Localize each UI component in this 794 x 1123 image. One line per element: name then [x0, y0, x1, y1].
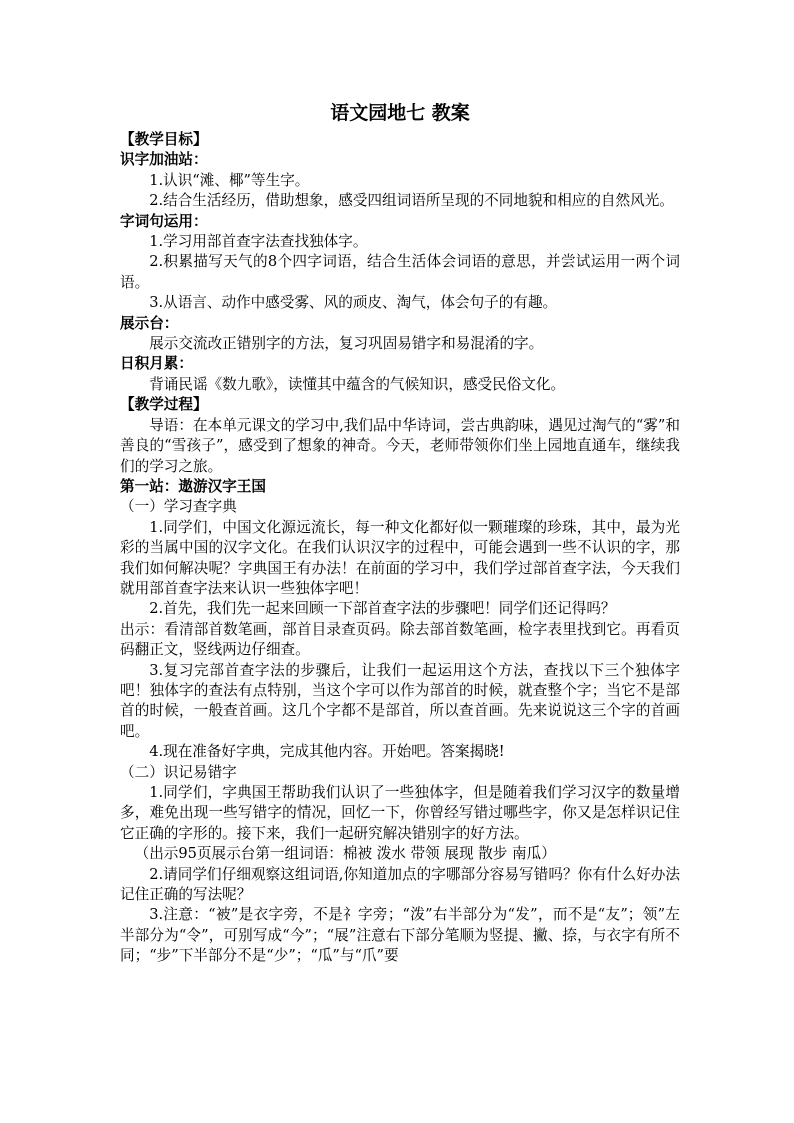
part2-paragraph: 3.注意：“被”是衣字旁，不是礻字旁；“泼”右半部分为“发”，而不是“友”；领”左半部分为“令”，可别写成“今”；“展”注意右下部分笔顺为竖提、撇、捺，与衣字有所不同；“步”下半部分不是“少”；“瓜”与“爪”要: [120, 906, 680, 965]
part2-paragraph: 1.同学们，字典国王帮助我们认识了一些独体字，但是随着我们学习汉字的数量增多，难免出现一些写错字的情况，回忆一下，你曾经写错过哪些字，你又是怎样识记住它正确的字形的。接下来，我们一起研究解决错别字的好方法。: [120, 784, 680, 842]
part2-paragraph: 2.请同学们仔细观察这组词语,你知道加点的字哪部分容易写错吗？你有什么好办法记住正确的写法呢？: [120, 865, 680, 904]
part1-paragraph: 2.首先，我们先一起来回顾一下部首查字法的步骤吧！同学们还记得吗？: [149, 600, 616, 618]
goals-heading: 【教学目标】: [120, 131, 208, 148]
part2-heading: （二）识记易错字: [120, 763, 237, 781]
part1-paragraph: 4.现在准备好字典，完成其他内容。开始吧。答案揭晓!: [149, 743, 505, 761]
goal-section-heading: 日积月累：: [120, 355, 193, 373]
goal-section-heading: 字词句运用：: [120, 212, 208, 230]
part1-show-text: 出示：看清部首数笔画，部首目录查页码。除去部首数笔画，检字表里找到它。再看页码翻正文，竖线两边仔细查。: [120, 620, 680, 659]
goal-item: 2.结合生活经历，借助想象，感受四组词语所呈现的不同地貌和相应的自然风光。: [149, 192, 674, 210]
goal-item: 1.学习用部首查字法查找独体字。: [149, 233, 368, 251]
goal-section-heading: 识字加油站：: [120, 151, 208, 169]
goal-item: 背诵民谣《数九歌》，读懂其中蕴含的气候知识，感受民俗文化。: [149, 375, 566, 393]
goal-section-heading: 展示台：: [120, 314, 179, 332]
goal-item: 2.积累描写天气的8个四字词语，结合生活体会词语的意思，并尝试运用一两个词语。: [120, 253, 680, 291]
process-heading: 【教学过程】: [120, 396, 208, 414]
station1-heading: 第一站：遨游汉字王国: [120, 477, 266, 495]
page-title: 语文园地七 教案: [330, 102, 470, 124]
part1-heading: （一）学习查字典: [120, 498, 237, 516]
goal-item: 展示交流改正错别字的方法，复习巩固易错字和易混淆的字。: [149, 335, 544, 353]
intro-paragraph: 导语：在本单元课文的学习中,我们品中华诗词，尝古典韵味，遇见过淘气的“雾”和善良的“雪孩子”，感受到了想象的神奇。今天，老师带领你们坐上园地直通车，继续我们的学习之旅。: [120, 416, 680, 475]
lesson-plan-page: [120, 100, 680, 967]
part1-paragraph: 1.同学们，中国文化源远流长，每一种文化都好似一颗璀璨的珍珠，其中，最为光彩的当属中国的汉字文化。在我们认识汉字的过程中，可能会遇到一些不认识的字，那我们如何解决呢？字典国王有办法！在前面的学习中，我们学过部首查字法，今天我们就用部首查字法来认识一些独体字吧！: [120, 518, 680, 597]
part1-paragraph: 3.复习完部首查字法的步骤后，让我们一起运用这个方法，查找以下三个独体字吧！独体字的查法有点特别，当这个字可以作为部首的时候，就查整个字；当它不是部首的时候，一般查首画。这几个字都不是部首，所以查首画。先来说说这三个字的首画吧。: [120, 661, 680, 740]
part2-show-text: （出示95页展示台第一组词语：棉被 泼水 带领 展现 散步 南瓜）: [134, 845, 556, 863]
goal-item: 1.认识“滩、椰”等生字。: [149, 171, 310, 189]
goal-item: 3.从语言、动作中感受雾、风的顽皮、淘气，体会句子的有趣。: [149, 294, 558, 312]
